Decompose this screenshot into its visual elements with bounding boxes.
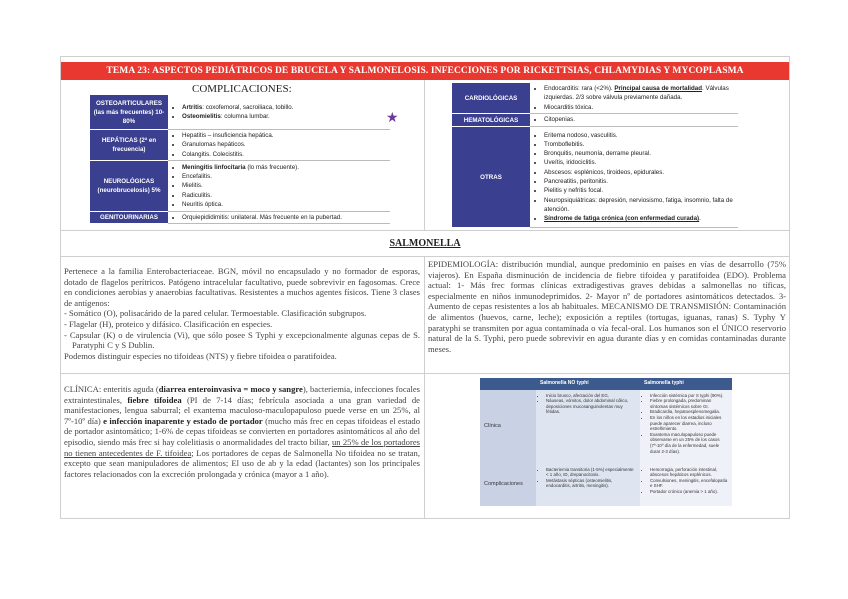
intro-text: Pertenece a la familia Enterobacteriaceae. BGN, móvil no encapsulado y no formador de esporas, dotado de flagelos perítricos. Patógeno intracelular facultativo, puede sobrevivir en fagosomas. Crece en condiciones aerobias y anaerobias facultativas. Resistentes a muchos agentes físicos. Tiene 3 clases de antígenos: bbox=[64, 266, 420, 308]
row-hematologicas bbox=[452, 114, 738, 127]
row-cardiologicas bbox=[452, 83, 738, 114]
list-item: • Eritema nodoso, vasculitis. bbox=[544, 131, 738, 140]
label-hematologicas: HEMATOLÓGICAS bbox=[452, 114, 530, 127]
divider-left bbox=[60, 56, 61, 518]
cell-item: • Metástasis sépticas (osteomielitis, endocarditis, artritis, meningitis). bbox=[546, 478, 636, 489]
list-item: - Flagelar (H), proteico y difásico. Clasificación en especies. bbox=[72, 319, 420, 330]
list-item: • Encefalitis. bbox=[182, 172, 390, 181]
header-typhi: Salmonella typhi bbox=[640, 378, 732, 390]
salmonella-epidemiology: EPIDEMIOLOGÍA: distribución mundial, aunque predominio en países en vías de desarrollo (75% viajeros). En España disminución de incidencia de fiebre tifoidea y paratifoidea (EDO). Problema actual: 1- Más frec formas clínicas extradigestivas graves debidas a salmonellas no tíficas, especialmente en niños inmunodeprimidos. 2- Mayor nº de portadores asintomáticos detectados. 3- Aumento de cepas resistentes a los ab habituales. MECANISMO DE TRANSMISIÓN: Contaminación de alimentos (huevos, carne, leche); exposición a reptiles (tortugas, iguanas, ranas) S. Typhy Y paratyphi se transmiten por agua contaminada o vía fecal-oral. Los humanos son el ÚNICO reservorio natural de la S. Typhi, pero puede sobrevivir en agua durante días y en comidas contaminadas durante meses. bbox=[428, 259, 786, 354]
header-no-typhi: Salmonella NO typhi bbox=[536, 378, 640, 390]
label-otras: OTRAS bbox=[452, 127, 530, 228]
cell-item: • Náuseas, vómitos, dolor abdominal cólico, deposiciones mucosanguinolentas muy fétidas. bbox=[546, 398, 636, 415]
list-item: • Tromboflebitis. bbox=[544, 140, 738, 149]
list-item: • Artritis: coxofemoral, sacroiliaca, tobillo. bbox=[182, 103, 390, 112]
cell-item: • Inicio brusco, afectación del EG. bbox=[546, 393, 636, 399]
divider-vertical-top bbox=[424, 80, 425, 230]
row-hepaticas bbox=[90, 130, 390, 161]
cell-item: • Bradicardia, hepatoesplenomegalia. bbox=[650, 409, 728, 415]
header-empty bbox=[480, 378, 536, 390]
list-item: • Osteomielitis: columna lumbar. bbox=[182, 112, 390, 121]
list-item: • Neuritis óptica. bbox=[182, 200, 390, 209]
complications-title: COMPLICACIONES: bbox=[192, 83, 292, 95]
table-row bbox=[480, 390, 732, 464]
divider-vertical-mid bbox=[424, 256, 425, 518]
divider-h2 bbox=[60, 256, 790, 257]
list-item: • Meningitis linfocitaria (lo más frecuente). bbox=[182, 163, 390, 172]
cell-item: • Infección sistémica por S typhi (90%). bbox=[650, 393, 728, 399]
list-item: - Capsular (K) o de virulencia (Vi), que sólo posee S Typhi y excepcionalmente algunas cepas de S. Paratyphi C y S Dublin. bbox=[72, 330, 420, 351]
table-row bbox=[480, 464, 732, 506]
salmonella-clinic: CLÍNICA: enteritis aguda (diarrea enteroinvasiva = moco y sangre), bacteriemia, infecciones focales extraintestinales, fiebre tifoidea (PI de 7-14 días; febrícula asociada a una gran variedad de manifestaciones, lengua saburral; el exantema maculoso-maculopapuloso puede verse en un 25%, al 7º-10º día) e infección inaparente y estado de portador (mucho más frec en cepas tifoideas el estado de portador asintomático; 1-6% de cepas tifoideas se convierten en portadores asintomáticos al año del episodio, siendo más frec si hay colelitiasis o anormalidades del tracto biliar, un 25% de los portadores no tienen antecedentes de F. tifoidea; Los portadores de cepas de Salmonella No tifoidea no se tratan, excepto que sean manipuladores de alimentos; El uso de ab y la edad (lactantes) son los principales factores relacionados con la excreción prolongada y crónica (mayor a 1 año). bbox=[64, 384, 421, 479]
page-title: TEMA 23: ASPECTOS PEDIÁTRICOS DE BRUCELA Y SALMONELOSIS. INFECCIONES POR RICKETTSIAS, CHLAMYDIAS Y MYCOPLASMA bbox=[60, 62, 790, 80]
list-item: • Radiculitis. bbox=[182, 191, 390, 200]
distinguish-text: Podemos distinguir especies no tifoideas (NTS) y fiebre tifoidea o paratifoidea. bbox=[64, 350, 337, 361]
row-otras bbox=[452, 127, 738, 228]
list-item: • Citopenias. bbox=[544, 115, 738, 124]
row-label-clinica: Clínica bbox=[480, 390, 536, 464]
list-item: • Hepatitis – insuficiencia hepática. bbox=[182, 131, 390, 140]
cell-item: • Exantema maculopapuloso puede observarse en un 25% de los casos (7º-10º día de la enfermedad, suele durar 2-3 días). bbox=[650, 432, 728, 454]
star-icon: ★ bbox=[386, 111, 399, 126]
section-title-salmonella: SALMONELLA bbox=[389, 238, 461, 249]
complications-left-table bbox=[90, 95, 390, 224]
cell-item: • Hemorragia, perforación intestinal, abscesos hepáticos esplénicos. bbox=[650, 467, 728, 478]
label-osteoarticulares: OSTEOARTICULARES (las más frecuentes) 10-80% bbox=[90, 95, 168, 130]
list-item: • Bronquitis, neumonía, derrame pleural. bbox=[544, 149, 738, 158]
list-item: • Síndrome de fatiga crónica (con enfermedad curada). bbox=[544, 214, 738, 223]
list-item: • Neuropsiquiátricas: depresión, nerviosismo, fatiga, insomnio, falta de atención. bbox=[544, 196, 738, 215]
cell-item: • Convulsiones, meningitis, encefalopatía e SHF. bbox=[650, 478, 728, 489]
list-item: • Orquiepididimitis: unilateral. Más frecuente en la pubertad. bbox=[182, 213, 390, 222]
list-item: • Mielitis. bbox=[182, 181, 390, 190]
row-label-complicaciones: Complicaciones bbox=[480, 464, 536, 506]
table-header-row bbox=[480, 378, 732, 390]
cell-item: • Bacteriemia transitoria (1-5%) especialmente < 1 año, ID, drepanocitosis. bbox=[546, 467, 636, 478]
list-item: • Abscesos: esplénicos, tiroideos, epidurales. bbox=[544, 168, 738, 177]
row-neurologicas bbox=[90, 161, 390, 212]
label-cardiologicas: CARDIOLÓGICAS bbox=[452, 83, 530, 114]
list-item: • Granulomas hepáticos. bbox=[182, 140, 390, 149]
cell-item: • En los niños en los estadios iniciales puede aparecer diarrea, incluso estreñimiento. bbox=[650, 415, 728, 432]
divider-bottom bbox=[60, 518, 790, 519]
list-item: - Somático (O), polisacárido de la pared celular. Termoestable. Clasificación subgrupos. bbox=[72, 308, 420, 319]
list-item: • Pancreatitis, peritonitis. bbox=[544, 177, 738, 186]
divider-top bbox=[60, 56, 790, 57]
salmonella-intro bbox=[64, 266, 420, 361]
label-genitourinarias: GENITOURINARIAS bbox=[90, 212, 168, 224]
list-item: • Pielitis y nefritis focal. bbox=[544, 186, 738, 195]
list-item: • Endocarditis: rara (<2%). Principal causa de mortalidad. Válvulas izquierdas. 2/3 sobre válvula previamente dañada. bbox=[544, 84, 738, 103]
divider-h1 bbox=[60, 230, 790, 231]
row-genitourinarias bbox=[90, 212, 390, 224]
antigen-list bbox=[64, 308, 420, 350]
divider-h3 bbox=[60, 373, 790, 374]
divider-right bbox=[789, 56, 790, 518]
cell-item: • Portador crónico (anemia > 1 año). bbox=[650, 489, 728, 495]
row-osteoarticulares bbox=[90, 95, 390, 130]
list-item: • Miocarditis tóxica. bbox=[544, 103, 738, 112]
list-item: • Uveítis, iridociclitis. bbox=[544, 158, 738, 167]
label-neurologicas: NEUROLÓGICAS (neurobrucelosis) 5% bbox=[90, 161, 168, 212]
list-item: • Colangitis. Colecistitis. bbox=[182, 150, 390, 159]
label-hepaticas: HEPÁTICAS (2ª en frecuencia) bbox=[90, 130, 168, 161]
comparison-table bbox=[480, 378, 732, 506]
cell-item: • Fiebre prolongada, predominan síntomas sistémicos sobre GI. bbox=[650, 398, 728, 409]
complications-right-table bbox=[452, 83, 738, 228]
